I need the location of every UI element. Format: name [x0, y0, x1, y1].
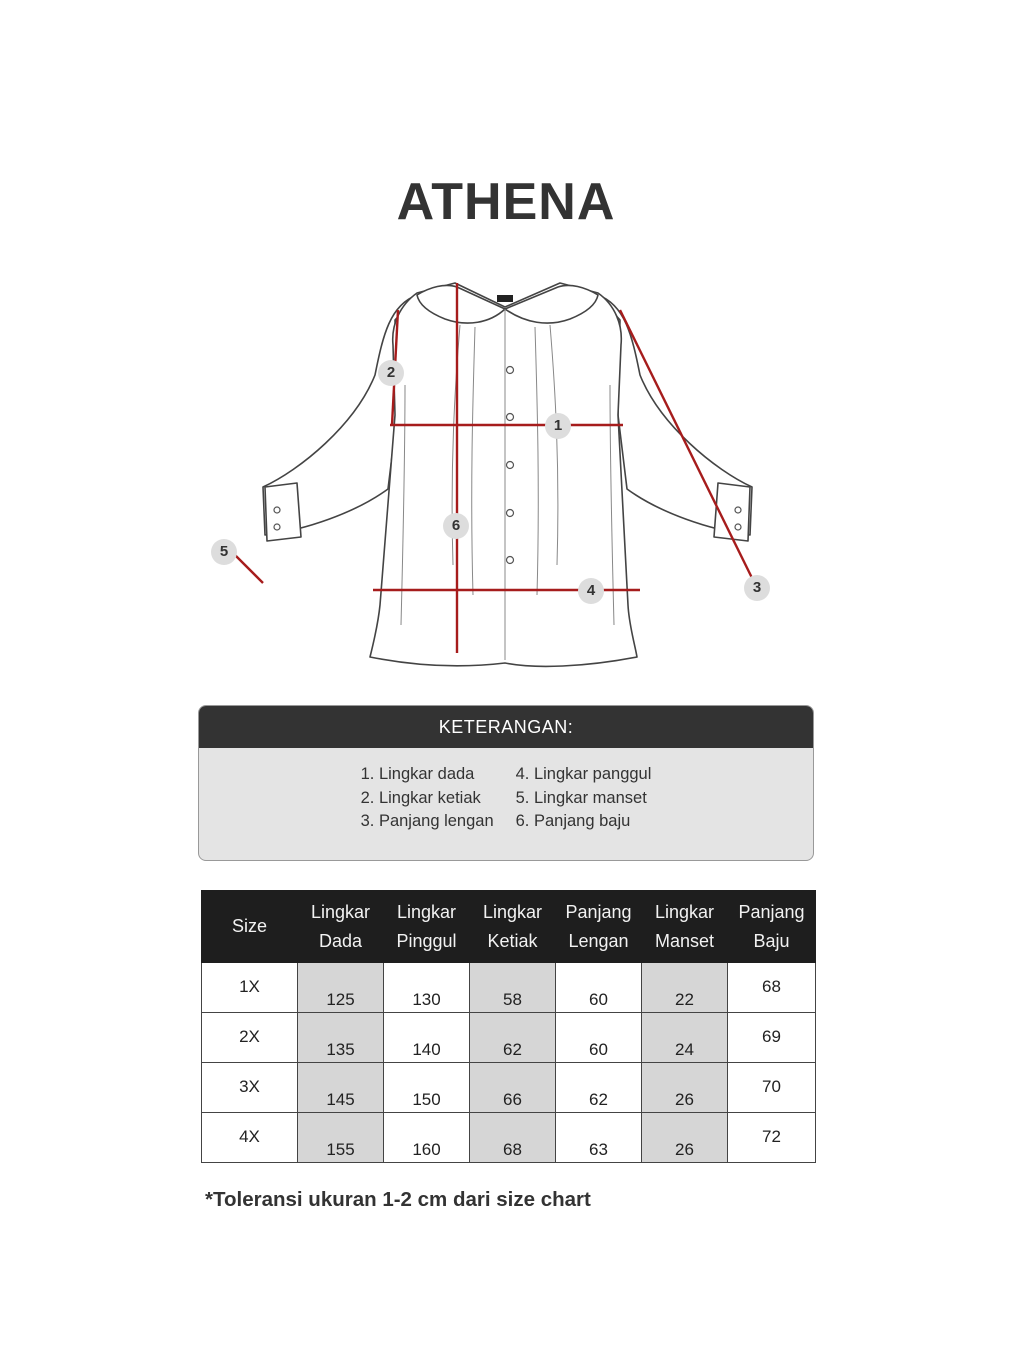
legend-column-left: [361, 763, 494, 834]
table-cell: 26: [642, 1063, 728, 1113]
header-lingkar-dada: Lingkar Dada: [298, 891, 384, 963]
size-cell: 3X: [202, 1063, 298, 1113]
tolerance-note: *Toleransi ukuran 1-2 cm dari size chart: [205, 1188, 591, 1211]
marker-1: 1: [545, 413, 571, 439]
blouse-body: [370, 283, 637, 666]
header-size: Size: [202, 891, 298, 963]
size-cell: 4X: [202, 1113, 298, 1163]
table-header-row: [202, 891, 816, 963]
table-cell: 125: [298, 963, 384, 1013]
legend-box: [198, 705, 814, 861]
marker-6: 6: [443, 513, 469, 539]
measure-line-5: [235, 555, 263, 583]
table-cell: 68: [470, 1113, 556, 1163]
marker-2: 2: [378, 360, 404, 386]
size-cell: 2X: [202, 1013, 298, 1063]
legend-column-right: [516, 763, 652, 834]
table-cell: 160: [384, 1113, 470, 1163]
table-cell: 66: [470, 1063, 556, 1113]
table-cell: 63: [556, 1113, 642, 1163]
table-row: [202, 1013, 816, 1063]
table-cell: 150: [384, 1063, 470, 1113]
table-row: [202, 963, 816, 1013]
table-cell: 135: [298, 1013, 384, 1063]
legend-item: 5. Lingkar manset: [515, 788, 647, 807]
table-cell: 24: [642, 1013, 728, 1063]
product-title: ATHENA: [396, 173, 616, 231]
legend-item: 1. Lingkar dada: [360, 765, 475, 783]
legend-heading: KETERANGAN:: [199, 706, 813, 748]
marker-5: 5: [211, 539, 237, 565]
legend-item: 4. Lingkar panggul: [515, 765, 652, 783]
table-cell: 69: [728, 1013, 816, 1063]
size-cell: 1X: [202, 963, 298, 1013]
table-cell: 145: [298, 1063, 384, 1113]
table-cell: 72: [728, 1113, 816, 1163]
blouse-measurement-diagram: [205, 265, 810, 685]
table-cell: 155: [298, 1113, 384, 1163]
table-cell: 62: [556, 1063, 642, 1113]
left-cuff: [265, 483, 301, 541]
legend-item: 2. Lingkar ketiak: [360, 788, 481, 807]
table-cell: 22: [642, 963, 728, 1013]
legend-item: 6. Panjang baju: [515, 812, 631, 830]
table-cell: 58: [470, 963, 556, 1013]
size-chart-table: [201, 890, 816, 1163]
table-cell: 130: [384, 963, 470, 1013]
table-cell: 140: [384, 1013, 470, 1063]
legend-item: 3. Panjang lengan: [360, 812, 494, 830]
header-lingkar-pinggul: Lingkar Pinggul: [384, 891, 470, 963]
header-lingkar-manset: Lingkar Manset: [642, 891, 728, 963]
table-cell: 60: [556, 963, 642, 1013]
table-cell: 62: [470, 1013, 556, 1063]
table-cell: 60: [556, 1013, 642, 1063]
table-row: [202, 1113, 816, 1163]
table-cell: 26: [642, 1113, 728, 1163]
header-panjang-lengan: Panjang Lengan: [556, 891, 642, 963]
table-cell: 70: [728, 1063, 816, 1113]
marker-4: 4: [578, 578, 604, 604]
header-panjang-baju: Panjang Baju: [728, 891, 816, 963]
marker-3: 3: [744, 575, 770, 601]
table-cell: 68: [728, 963, 816, 1013]
header-lingkar-ketiak: Lingkar Ketiak: [470, 891, 556, 963]
table-row: [202, 1063, 816, 1113]
